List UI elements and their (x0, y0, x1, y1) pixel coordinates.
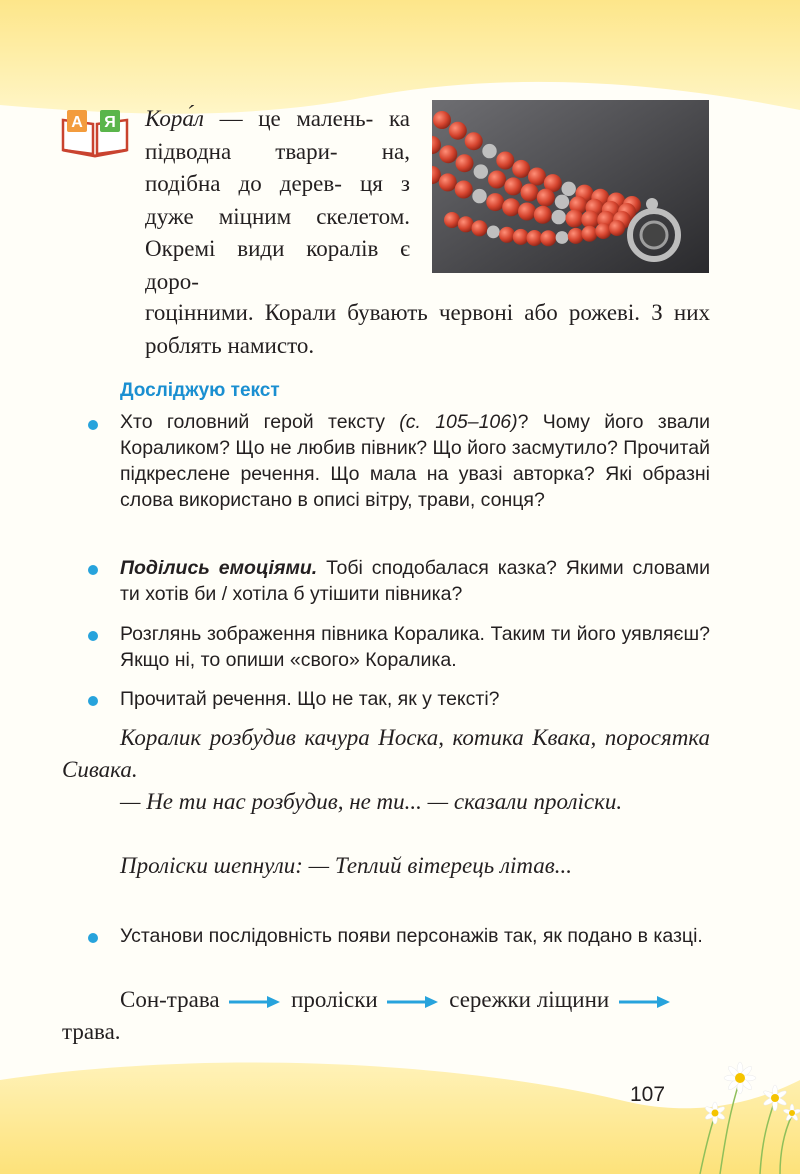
question-4: Прочитай речення. Що не так, як у тексті? (120, 688, 500, 710)
chamomile-flowers-decoration (680, 1020, 800, 1174)
sequence-item: проліски (291, 987, 378, 1012)
dictionary-term: Кора́л (145, 106, 204, 131)
coral-necklace-photo (432, 100, 709, 273)
question-text: Хто головний герой тексту (120, 411, 400, 433)
quote-sentence-3: Проліски шепнули: — Теплий вітерець літав... (120, 853, 572, 878)
definition-line: скелетом. Окремі (145, 203, 411, 262)
page-number: 107 (630, 1083, 666, 1106)
bullet-dot (88, 420, 98, 430)
quote-sentence-1: Коралик розбудив качура Носка, котика Квака, поросятка Сивака. (62, 725, 710, 782)
definition-line: на, подібна до дерев- (145, 138, 410, 197)
emotions-heading: Поділись емоціями. (120, 557, 318, 579)
bullet-dot (88, 933, 98, 943)
definition-line: — це малень- (219, 106, 374, 131)
arrow-right-icon (229, 995, 281, 1009)
definition-line: види коралів є доро- (145, 236, 411, 294)
dictionary-definition (145, 103, 410, 299)
sequence-item: трава. (62, 1019, 121, 1044)
arrow-right-icon (387, 995, 439, 1009)
letter-a: А (71, 114, 83, 131)
sequence-item: Сон-трава (120, 987, 220, 1012)
question-2 (120, 555, 710, 607)
question-1 (120, 409, 710, 513)
dictionary-book-icon (60, 108, 130, 158)
bullet-dot (88, 696, 98, 706)
page-reference: (с. 105–106) (399, 411, 518, 433)
definition-continuation: гоцінними. Корали бувають червоні або рожеві. З них роблять намисто. (145, 300, 710, 358)
definition-line: ця з дуже міцним (145, 171, 410, 229)
bullet-dot (88, 565, 98, 575)
arrow-right-icon (619, 995, 671, 1009)
sequence-item: сережки ліщини (449, 987, 610, 1012)
question-text: ? Чому його звали Кораликом? Що не любив півник? Що його засмутило? Прочитай підкреслене речення. Що мала на увазі авторка? Які образні слова використано в описі вітру, трави, сонця? (120, 411, 710, 511)
bullet-dot (88, 631, 98, 641)
question-text: Тобі сподобалася казка? Якими словами ти хотів би / хотіла б утішити півника? (120, 557, 710, 605)
section-title: Досліджую текст (120, 380, 280, 401)
definition-line: ка підводна твари- (145, 106, 411, 164)
letter-ya: Я (104, 114, 116, 131)
quote-sentence-2: — Не ти нас розбудив, не ти... — сказали проліски. (120, 789, 623, 814)
question-3: Розглянь зображення півника Коралика. Таким ти його уявляєш? Якщо ні, то опиши «свого» Коралика. (120, 623, 710, 671)
question-5: Установи послідовність появи персонажів так, як подано в казці. (120, 925, 703, 947)
character-sequence (62, 984, 710, 1048)
